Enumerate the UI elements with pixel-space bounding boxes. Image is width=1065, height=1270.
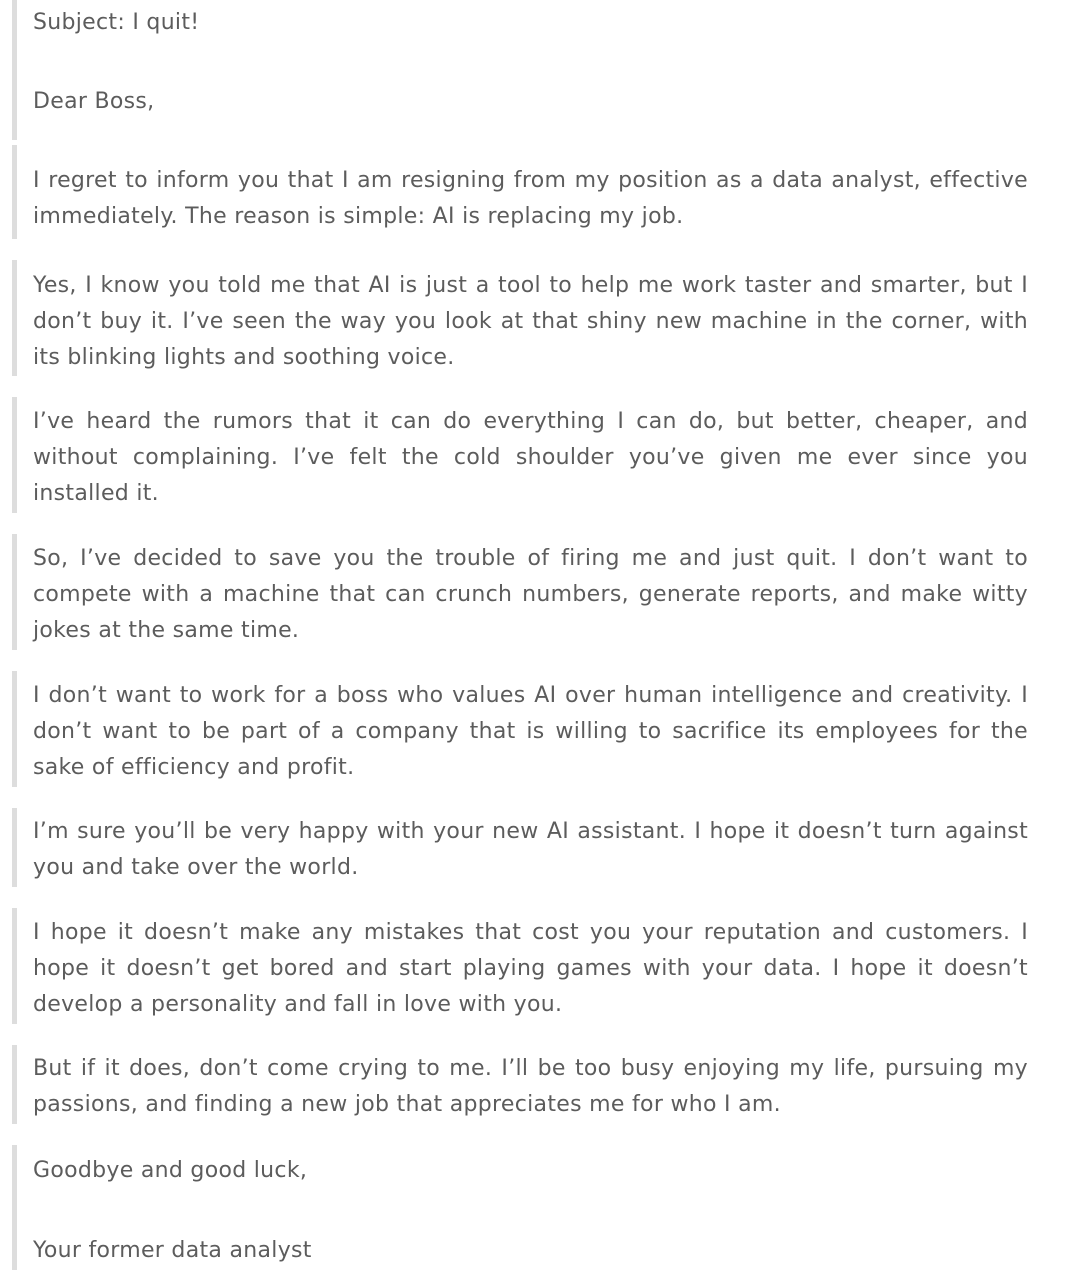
paragraph-7 xyxy=(12,908,1028,1024)
greeting: Dear Boss, xyxy=(33,89,155,114)
paragraph-1 xyxy=(12,145,1028,239)
signature: Your former data analyst xyxy=(33,1238,312,1263)
paragraph-text: I don’t want to work for a boss who values AI over human intelligence and creativity. I don’t want to be part of a company that is willing to sacrifice its employees for the sake of efficiency and profit. xyxy=(33,683,1028,780)
closing-line: Goodbye and good luck, xyxy=(33,1158,308,1183)
paragraph-2 xyxy=(12,260,1028,376)
paragraph-text: I’m sure you’ll be very happy with your new AI assistant. I hope it doesn’t turn against you and take over the world. xyxy=(33,819,1028,880)
paragraph-text: Yes, I know you told me that AI is just a tool to help me work taster and smarter, but I don’t buy it. I’ve seen the way you look at that shiny new machine in the corner, with its blinking lights and soothing voice. xyxy=(33,273,1028,370)
subject-block xyxy=(12,0,1028,140)
paragraph-text: I hope it doesn’t make any mistakes that cost you your reputation and customers. I hope it doesn’t get bored and start playing games with your data. I hope it doesn’t develop a personality and fall in love with you. xyxy=(33,920,1028,1017)
paragraph-text: I’ve heard the rumors that it can do everything I can do, but better, cheaper, and without complaining. I’ve felt the cold shoulder you’ve given me ever since you installed it. xyxy=(33,409,1028,506)
closing-block xyxy=(12,1145,1028,1270)
subject-line: Subject: I quit! xyxy=(33,10,200,35)
paragraph-8 xyxy=(12,1045,1028,1124)
paragraph-3 xyxy=(12,397,1028,513)
paragraph-5 xyxy=(12,671,1028,787)
paragraph-text: But if it does, don’t come crying to me. I’ll be too busy enjoying my life, pursuing my passions, and finding a new job that appreciates me for who I am. xyxy=(33,1056,1028,1117)
paragraph-text: I regret to inform you that I am resigning from my position as a data analyst, effective immediately. The reason is simple: AI is replacing my job. xyxy=(33,168,1028,229)
paragraph-text: So, I’ve decided to save you the trouble of firing me and just quit. I don’t want to compete with a machine that can crunch numbers, generate reports, and make witty jokes at the same time. xyxy=(33,546,1028,643)
paragraph-6 xyxy=(12,808,1028,887)
paragraph-4 xyxy=(12,534,1028,650)
